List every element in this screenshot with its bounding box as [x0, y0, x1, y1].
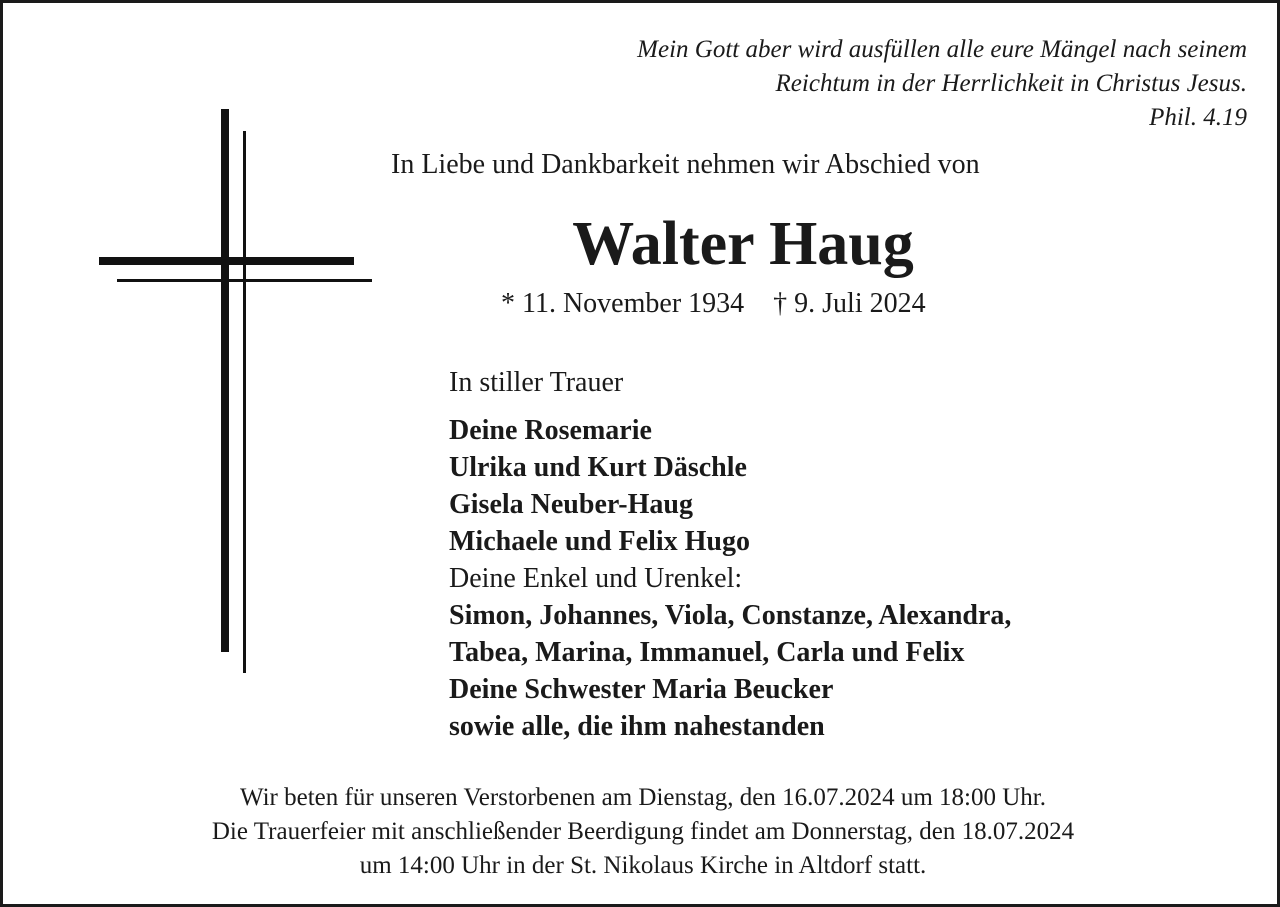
mourner-line: Ulrika und Kurt Däschle: [449, 452, 747, 483]
service-line: Die Trauerfeier mit anschließender Beerdigung findet am Donnerstag, den 18.07.2024: [211, 818, 1075, 845]
cross-icon: [97, 109, 377, 675]
mourner-line: Michaele und Felix Hugo: [449, 526, 750, 557]
life-dates: [501, 285, 926, 323]
service-details: [3, 781, 1280, 883]
mourner-line: Gisela Neuber-Haug: [449, 489, 693, 520]
verse-line: Mein Gott aber wird ausfüllen alle eure Mängel nach seinem: [637, 36, 1247, 63]
verse-line: Reichtum in der Herrlichkeit in Christus Jesus.: [775, 70, 1247, 97]
mourner-line: Tabea, Marina, Immanuel, Carla und Felix: [449, 637, 965, 668]
mourner-line: Deine Rosemarie: [449, 415, 652, 446]
service-line: um 14:00 Uhr in der St. Nikolaus Kirche in Altdorf statt.: [359, 852, 927, 879]
mourners-lead: In stiller Trauer: [449, 367, 624, 398]
deceased-name: Walter Haug: [572, 210, 914, 278]
mourner-line: Deine Schwester Maria Beucker: [449, 674, 834, 705]
mourner-line: Deine Enkel und Urenkel:: [449, 563, 743, 594]
verse-reference: Phil. 4.19: [1149, 104, 1247, 131]
mourner-line: sowie alle, die ihm nahestanden: [449, 711, 825, 742]
service-line: Wir beten für unseren Verstorbenen am Dienstag, den 16.07.2024 um 18:00 Uhr.: [240, 784, 1046, 811]
cross-vertical-bar: [221, 109, 229, 652]
mourners-list: [449, 364, 1011, 745]
mourner-line: Simon, Johannes, Viola, Constanze, Alexandra,: [449, 600, 1012, 631]
birth-date: * 11. November 1934: [501, 288, 745, 319]
death-date: † 9. Juli 2024: [773, 288, 926, 319]
bible-verse: [637, 33, 1247, 135]
intro-line: In Liebe und Dankbarkeit nehmen wir Abschied von: [391, 149, 980, 180]
